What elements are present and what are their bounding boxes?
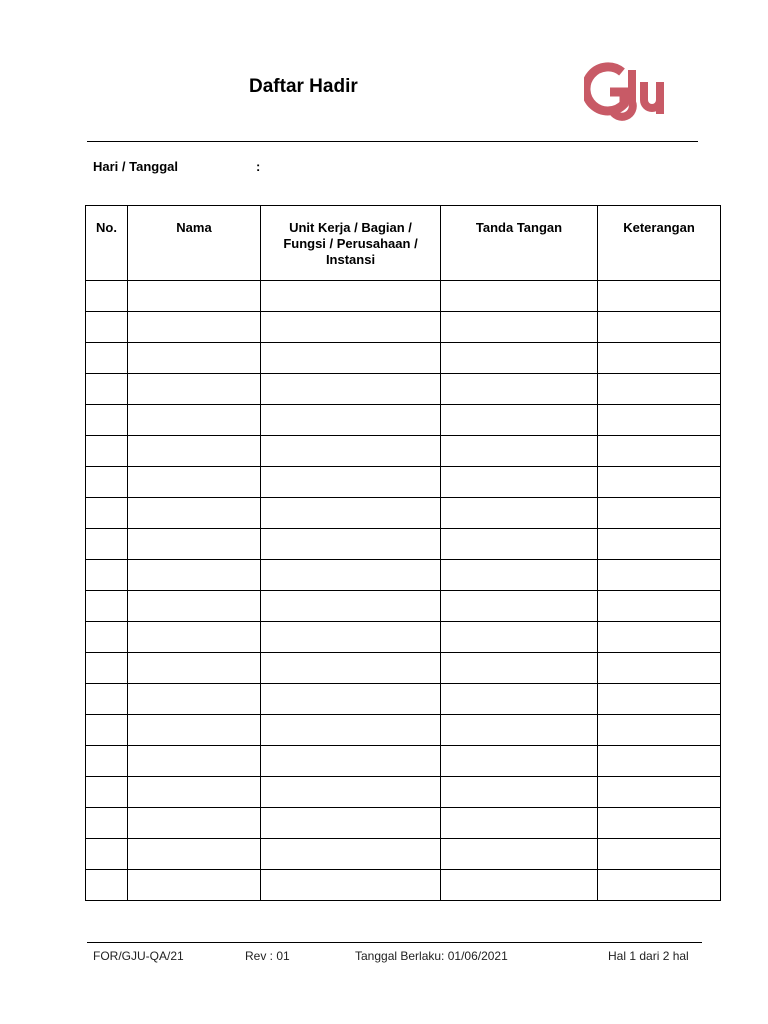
cell-tanda-tangan[interactable] xyxy=(441,684,598,715)
effective-date: Tanggal Berlaku: 01/06/2021 xyxy=(355,949,508,963)
attendance-table-header xyxy=(86,206,721,281)
table-row xyxy=(86,343,721,374)
cell-nama[interactable] xyxy=(128,529,261,560)
cell-nama[interactable] xyxy=(128,343,261,374)
cell-unit-kerja[interactable] xyxy=(261,281,441,312)
cell-keterangan[interactable] xyxy=(598,405,721,436)
header-tanda-tangan: Tanda Tangan xyxy=(441,206,598,281)
table-row xyxy=(86,498,721,529)
cell-no[interactable] xyxy=(86,839,128,870)
table-row xyxy=(86,870,721,901)
cell-tanda-tangan[interactable] xyxy=(441,374,598,405)
cell-unit-kerja[interactable] xyxy=(261,343,441,374)
cell-no[interactable] xyxy=(86,281,128,312)
cell-no[interactable] xyxy=(86,436,128,467)
cell-no[interactable] xyxy=(86,684,128,715)
cell-keterangan[interactable] xyxy=(598,653,721,684)
table-row xyxy=(86,436,721,467)
company-logo xyxy=(584,60,684,122)
document-title: Daftar Hadir xyxy=(249,76,358,97)
cell-tanda-tangan[interactable] xyxy=(441,436,598,467)
table-row xyxy=(86,746,721,777)
cell-tanda-tangan[interactable] xyxy=(441,870,598,901)
cell-nama[interactable] xyxy=(128,622,261,653)
table-row xyxy=(86,684,721,715)
cell-no[interactable] xyxy=(86,870,128,901)
page-number: Hal 1 dari 2 hal xyxy=(608,949,689,963)
cell-unit-kerja[interactable] xyxy=(261,622,441,653)
cell-nama[interactable] xyxy=(128,715,261,746)
cell-unit-kerja[interactable] xyxy=(261,374,441,405)
cell-tanda-tangan[interactable] xyxy=(441,777,598,808)
cell-keterangan[interactable] xyxy=(598,746,721,777)
cell-nama[interactable] xyxy=(128,746,261,777)
cell-keterangan[interactable] xyxy=(598,343,721,374)
table-row xyxy=(86,591,721,622)
cell-unit-kerja[interactable] xyxy=(261,653,441,684)
cell-nama[interactable] xyxy=(128,281,261,312)
cell-nama[interactable] xyxy=(128,312,261,343)
cell-tanda-tangan[interactable] xyxy=(441,498,598,529)
cell-keterangan[interactable] xyxy=(598,808,721,839)
cell-keterangan[interactable] xyxy=(598,684,721,715)
cell-keterangan[interactable] xyxy=(598,560,721,591)
cell-tanda-tangan[interactable] xyxy=(441,560,598,591)
cell-unit-kerja[interactable] xyxy=(261,529,441,560)
cell-no[interactable] xyxy=(86,715,128,746)
cell-no[interactable] xyxy=(86,405,128,436)
table-row xyxy=(86,808,721,839)
cell-keterangan[interactable] xyxy=(598,498,721,529)
cell-no[interactable] xyxy=(86,808,128,839)
header-unit-kerja: Unit Kerja / Bagian / Fungsi / Perusahaan / Instansi xyxy=(261,206,441,281)
table-row xyxy=(86,405,721,436)
form-code: FOR/GJU-QA/21 xyxy=(93,949,184,963)
cell-nama[interactable] xyxy=(128,591,261,622)
cell-nama[interactable] xyxy=(128,839,261,870)
table-row xyxy=(86,560,721,591)
table-row xyxy=(86,467,721,498)
cell-no[interactable] xyxy=(86,746,128,777)
table-row xyxy=(86,653,721,684)
cell-keterangan[interactable] xyxy=(598,281,721,312)
cell-keterangan[interactable] xyxy=(598,715,721,746)
table-row xyxy=(86,374,721,405)
cell-unit-kerja[interactable] xyxy=(261,839,441,870)
cell-nama[interactable] xyxy=(128,436,261,467)
cell-nama[interactable] xyxy=(128,560,261,591)
cell-keterangan[interactable] xyxy=(598,374,721,405)
cell-no[interactable] xyxy=(86,777,128,808)
cell-tanda-tangan[interactable] xyxy=(441,405,598,436)
cell-nama[interactable] xyxy=(128,777,261,808)
attendance-table xyxy=(85,205,721,901)
cell-tanda-tangan[interactable] xyxy=(441,746,598,777)
header-divider xyxy=(87,141,698,142)
cell-unit-kerja[interactable] xyxy=(261,808,441,839)
cell-nama[interactable] xyxy=(128,405,261,436)
cell-no[interactable] xyxy=(86,529,128,560)
cell-tanda-tangan[interactable] xyxy=(441,281,598,312)
cell-unit-kerja[interactable] xyxy=(261,498,441,529)
footer-divider xyxy=(87,942,702,943)
cell-unit-kerja[interactable] xyxy=(261,405,441,436)
cell-nama[interactable] xyxy=(128,467,261,498)
cell-tanda-tangan[interactable] xyxy=(441,312,598,343)
date-field-label: Hari / Tanggal xyxy=(93,159,178,174)
cell-unit-kerja[interactable] xyxy=(261,684,441,715)
cell-unit-kerja[interactable] xyxy=(261,777,441,808)
cell-unit-kerja[interactable] xyxy=(261,715,441,746)
cell-nama[interactable] xyxy=(128,498,261,529)
header-no: No. xyxy=(86,206,128,281)
cell-unit-kerja[interactable] xyxy=(261,436,441,467)
cell-unit-kerja[interactable] xyxy=(261,560,441,591)
cell-no[interactable] xyxy=(86,467,128,498)
cell-keterangan[interactable] xyxy=(598,870,721,901)
cell-keterangan[interactable] xyxy=(598,529,721,560)
cell-keterangan[interactable] xyxy=(598,436,721,467)
table-row xyxy=(86,281,721,312)
cell-keterangan[interactable] xyxy=(598,312,721,343)
cell-no[interactable] xyxy=(86,622,128,653)
cell-unit-kerja[interactable] xyxy=(261,746,441,777)
cell-no[interactable] xyxy=(86,591,128,622)
cell-keterangan[interactable] xyxy=(598,467,721,498)
cell-keterangan[interactable] xyxy=(598,622,721,653)
cell-no[interactable] xyxy=(86,498,128,529)
table-row xyxy=(86,529,721,560)
cell-nama[interactable] xyxy=(128,808,261,839)
cell-tanda-tangan[interactable] xyxy=(441,343,598,374)
cell-unit-kerja[interactable] xyxy=(261,591,441,622)
cell-no[interactable] xyxy=(86,343,128,374)
cell-tanda-tangan[interactable] xyxy=(441,467,598,498)
table-row xyxy=(86,839,721,870)
cell-tanda-tangan[interactable] xyxy=(441,715,598,746)
cell-tanda-tangan[interactable] xyxy=(441,622,598,653)
table-row xyxy=(86,312,721,343)
cell-no[interactable] xyxy=(86,374,128,405)
cell-tanda-tangan[interactable] xyxy=(441,653,598,684)
cell-nama[interactable] xyxy=(128,684,261,715)
cell-tanda-tangan[interactable] xyxy=(441,529,598,560)
table-row xyxy=(86,715,721,746)
cell-tanda-tangan[interactable] xyxy=(441,591,598,622)
cell-nama[interactable] xyxy=(128,374,261,405)
cell-unit-kerja[interactable] xyxy=(261,312,441,343)
cell-tanda-tangan[interactable] xyxy=(441,808,598,839)
revision-number: Rev : 01 xyxy=(245,949,290,963)
cell-no[interactable] xyxy=(86,560,128,591)
cell-no[interactable] xyxy=(86,312,128,343)
cell-no[interactable] xyxy=(86,653,128,684)
cell-unit-kerja[interactable] xyxy=(261,467,441,498)
cell-nama[interactable] xyxy=(128,653,261,684)
date-field-separator: : xyxy=(256,159,261,174)
cell-unit-kerja[interactable] xyxy=(261,870,441,901)
table-row xyxy=(86,777,721,808)
header-nama: Nama xyxy=(128,206,261,281)
cell-keterangan[interactable] xyxy=(598,839,721,870)
cell-tanda-tangan[interactable] xyxy=(441,839,598,870)
header-keterangan: Keterangan xyxy=(598,206,721,281)
table-row xyxy=(86,622,721,653)
cell-keterangan[interactable] xyxy=(598,777,721,808)
cell-nama[interactable] xyxy=(128,870,261,901)
cell-keterangan[interactable] xyxy=(598,591,721,622)
